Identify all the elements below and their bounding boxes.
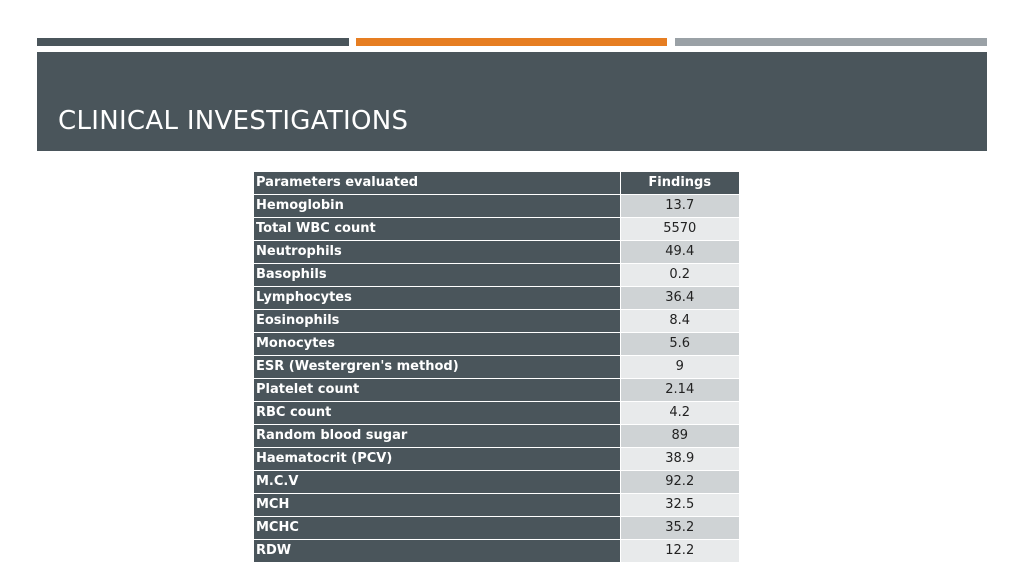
finding-cell: 12.2 [620,540,739,563]
parameter-cell: Random blood sugar [254,425,620,448]
parameter-cell: Total WBC count [254,218,620,241]
table-body [254,195,739,563]
parameter-cell: Hemoglobin [254,195,620,218]
accent-bar-orange [356,38,667,46]
table-header-row [254,172,739,195]
slide-title: CLINICAL INVESTIGATIONS [58,106,409,136]
table-row [254,264,739,287]
parameter-cell: Lymphocytes [254,287,620,310]
finding-cell: 5570 [620,218,739,241]
parameter-cell: Monocytes [254,333,620,356]
table-row [254,195,739,218]
finding-cell: 38.9 [620,448,739,471]
finding-cell: 2.14 [620,379,739,402]
finding-cell: 0.2 [620,264,739,287]
finding-cell: 32.5 [620,494,739,517]
title-banner [37,52,987,151]
parameter-cell: MCHC [254,517,620,540]
table-row [254,448,739,471]
table-row [254,517,739,540]
table-row [254,287,739,310]
accent-bar-gray [675,38,987,46]
parameter-cell: Neutrophils [254,241,620,264]
parameter-cell: M.C.V [254,471,620,494]
table-row [254,356,739,379]
header-parameters: Parameters evaluated [254,172,620,195]
finding-cell: 8.4 [620,310,739,333]
finding-cell: 5.6 [620,333,739,356]
table-row [254,402,739,425]
table-row [254,425,739,448]
table-row [254,241,739,264]
finding-cell: 89 [620,425,739,448]
finding-cell: 13.7 [620,195,739,218]
table-row [254,379,739,402]
table-row [254,218,739,241]
table-row [254,333,739,356]
parameter-cell: Basophils [254,264,620,287]
finding-cell: 36.4 [620,287,739,310]
parameter-cell: RBC count [254,402,620,425]
investigations-table-container [254,172,739,563]
accent-bar-dark [37,38,349,46]
table-row [254,494,739,517]
table-row [254,310,739,333]
finding-cell: 9 [620,356,739,379]
parameter-cell: Eosinophils [254,310,620,333]
investigations-table [254,172,739,563]
parameter-cell: Platelet count [254,379,620,402]
table-row [254,471,739,494]
header-findings: Findings [620,172,739,195]
parameter-cell: ESR (Westergren's method) [254,356,620,379]
parameter-cell: Haematocrit (PCV) [254,448,620,471]
finding-cell: 49.4 [620,241,739,264]
parameter-cell: MCH [254,494,620,517]
parameter-cell: RDW [254,540,620,563]
finding-cell: 92.2 [620,471,739,494]
table-row [254,540,739,563]
finding-cell: 35.2 [620,517,739,540]
finding-cell: 4.2 [620,402,739,425]
